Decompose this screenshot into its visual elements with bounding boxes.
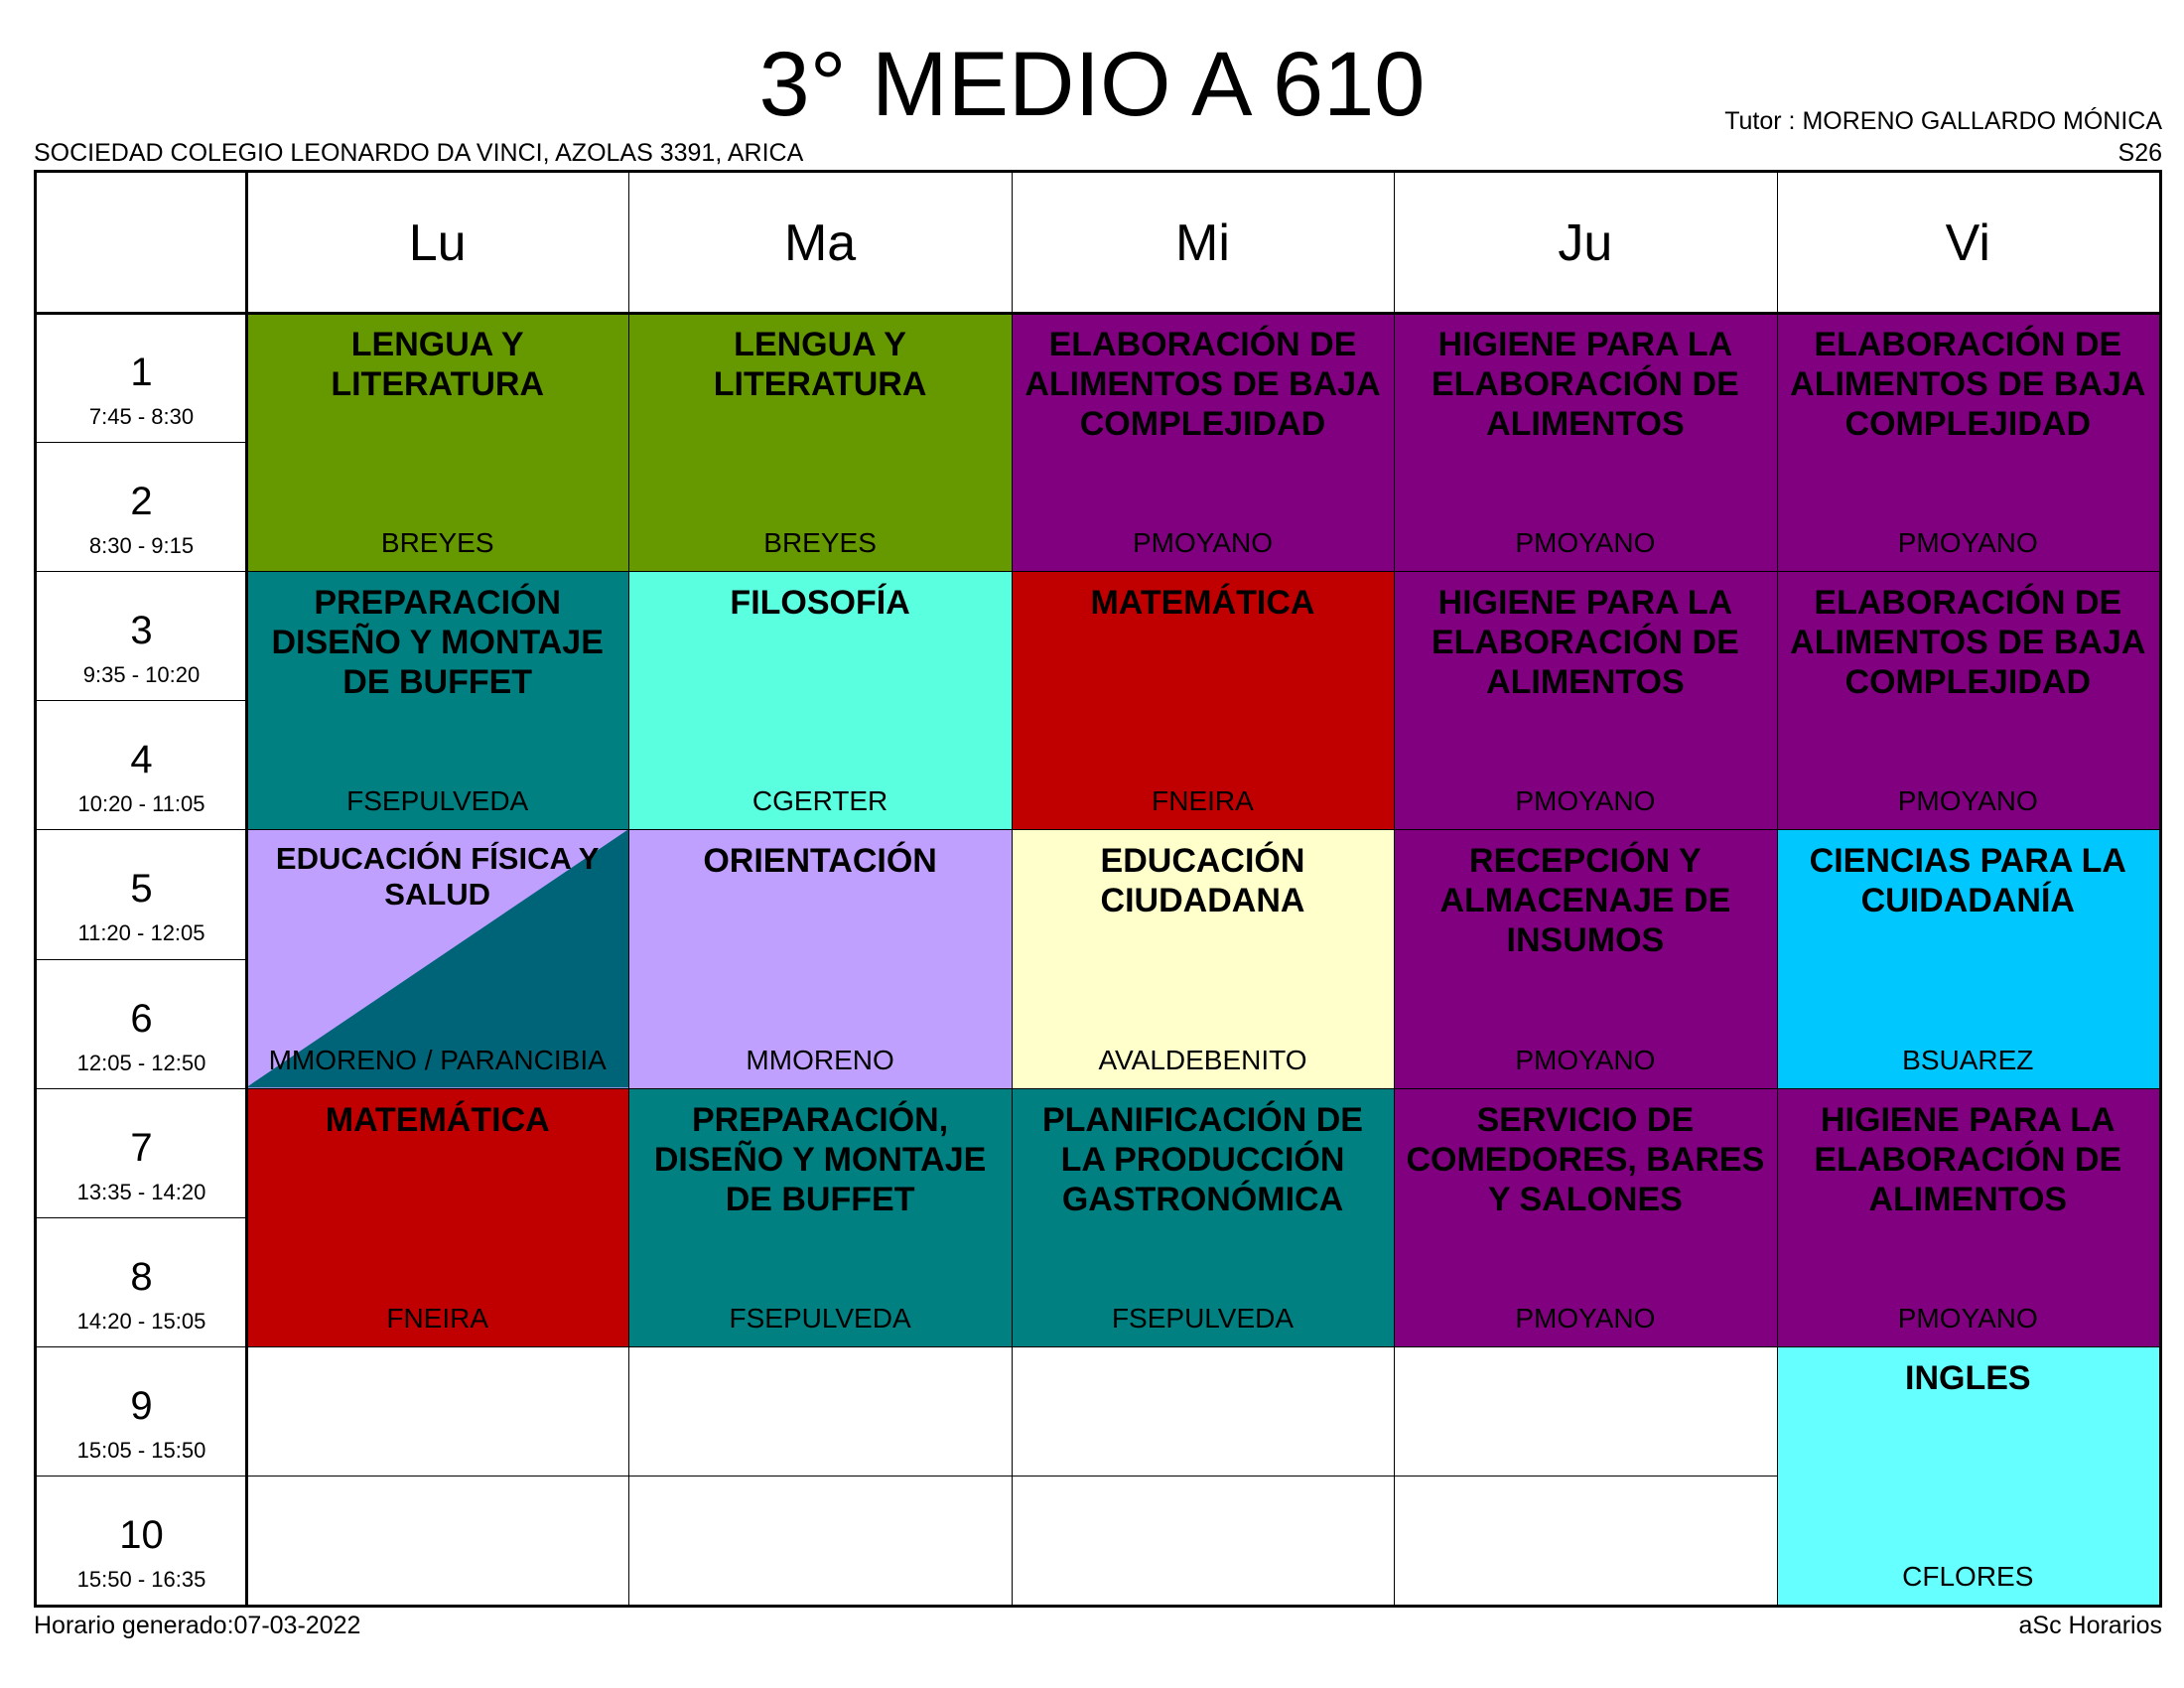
lesson-subject: PREPARACIÓN DISEÑO Y MONTAJE DE BUFFET — [271, 584, 604, 702]
lesson-teacher: AVALDEBENITO — [1098, 1044, 1307, 1075]
lesson-subject: EDUCACIÓN CIUDADANA — [1100, 842, 1305, 920]
day-header: Lu — [408, 213, 467, 272]
period-number: 4 — [130, 738, 153, 782]
grid-line — [246, 571, 2159, 572]
period-time: 12:05 - 12:50 — [76, 1050, 206, 1075]
lesson-cell[interactable] — [1777, 313, 2159, 571]
lesson-teacher: FNEIRA — [1152, 785, 1254, 817]
period-number: 10 — [119, 1512, 164, 1557]
lesson-teacher: BREYES — [763, 527, 877, 559]
lesson-teacher: CFLORES — [1902, 1560, 2034, 1592]
lesson-subject: LENGUA Y LITERATURA — [331, 326, 545, 403]
lesson-cell[interactable] — [1012, 829, 1394, 1087]
grid-line — [246, 1088, 2159, 1089]
grid-line — [37, 1476, 246, 1477]
lesson-cell[interactable] — [1012, 1088, 1394, 1346]
timetable-grid — [34, 170, 2162, 1608]
lesson-cell[interactable] — [628, 313, 1011, 571]
lesson-subject: ELABORACIÓN DE ALIMENTOS DE BAJA COMPLEJIDAD — [1790, 326, 2146, 443]
grid-line — [37, 1346, 246, 1347]
period-time: 7:45 - 8:30 — [88, 404, 195, 429]
lesson-teacher: FSEPULVEDA — [1111, 1302, 1295, 1334]
lesson-teacher: FSEPULVEDA — [346, 785, 529, 817]
grid-line — [246, 1476, 1777, 1477]
day-header: Vi — [1945, 213, 1990, 272]
grid-line — [37, 1217, 246, 1218]
period-number: 2 — [130, 480, 153, 524]
lesson-teacher: PMOYANO — [1897, 1302, 2038, 1334]
period-time: 15:05 - 15:50 — [76, 1437, 206, 1463]
period-number: 6 — [130, 996, 153, 1041]
lesson-cell[interactable] — [1394, 313, 1776, 571]
period-time: 11:20 - 12:05 — [77, 920, 205, 946]
period-cell — [37, 571, 246, 700]
lesson-teacher: PMOYANO — [1897, 527, 2038, 559]
schedule-code: S26 — [2117, 139, 2162, 167]
page-title: 3° MEDIO A 610 — [758, 34, 1426, 135]
lesson-cell[interactable] — [628, 829, 1011, 1087]
lesson-teacher: PMOYANO — [1132, 527, 1274, 559]
lesson-subject: PREPARACIÓN, DISEÑO Y MONTAJE DE BUFFET — [653, 1100, 987, 1218]
grid-line — [246, 829, 2159, 830]
period-cell — [37, 442, 246, 571]
lesson-teacher: PMOYANO — [1515, 1044, 1656, 1075]
period-time: 14:20 - 15:05 — [76, 1308, 206, 1334]
lesson-subject: HIGIENE PARA LA ELABORACIÓN DE ALIMENTOS — [1814, 1100, 2122, 1218]
grid-line — [37, 959, 246, 960]
school-name: SOCIEDAD COLEGIO LEONARDO DA VINCI, AZOLAS 3391, ARICA — [34, 139, 804, 167]
lesson-teacher: FNEIRA — [386, 1302, 489, 1334]
lesson-teacher: PMOYANO — [1515, 527, 1656, 559]
lesson-teacher: PMOYANO — [1515, 1302, 1656, 1334]
lesson-subject: MATEMÁTICA — [325, 1100, 550, 1139]
period-time: 8:30 - 9:15 — [88, 533, 195, 559]
lesson-cell[interactable] — [1012, 571, 1394, 829]
lesson-teacher: BREYES — [380, 527, 494, 559]
period-cell — [37, 1217, 246, 1346]
lesson-subject: RECEPCIÓN Y ALMACENAJE DE INSUMOS — [1439, 842, 1731, 960]
lesson-subject: ORIENTACIÓN — [703, 842, 937, 881]
grid-line — [1394, 173, 1395, 1605]
lesson-subject: MATEMÁTICA — [1090, 584, 1315, 623]
period-number: 8 — [130, 1254, 153, 1299]
lesson-subject: PLANIFICACIÓN DE LA PRODUCCIÓN GASTRONÓMICA — [1041, 1100, 1363, 1218]
grid-line — [37, 829, 246, 830]
tutor-name: Tutor : MORENO GALLARDO MÓNICA — [1724, 107, 2162, 135]
lesson-cell[interactable] — [1777, 571, 2159, 829]
lesson-subject: CIENCIAS PARA LA CUIDADANÍA — [1809, 842, 2126, 920]
grid-line — [246, 1346, 2159, 1347]
lesson-cell[interactable] — [628, 571, 1011, 829]
lesson-subject: LENGUA Y LITERATURA — [713, 326, 927, 403]
lesson-cell[interactable] — [1777, 1346, 2159, 1605]
period-cell — [37, 313, 246, 442]
lesson-subject: ELABORACIÓN DE ALIMENTOS DE BAJA COMPLEJIDAD — [1790, 584, 2146, 702]
period-number: 3 — [130, 609, 153, 653]
period-time: 9:35 - 10:20 — [82, 662, 201, 688]
grid-line — [37, 700, 246, 701]
lesson-teacher: PMOYANO — [1897, 785, 2038, 817]
lesson-subject: HIGIENE PARA LA ELABORACIÓN DE ALIMENTOS — [1431, 584, 1739, 702]
lesson-cell[interactable] — [1394, 1088, 1776, 1346]
grid-line — [37, 571, 246, 572]
lesson-cell[interactable] — [1777, 1088, 2159, 1346]
period-time: 15:50 - 16:35 — [76, 1566, 206, 1592]
grid-line — [37, 1088, 246, 1089]
software-name: aSc Horarios — [2018, 1612, 2162, 1639]
lesson-teacher: PMOYANO — [1515, 785, 1656, 817]
period-time: 13:35 - 14:20 — [76, 1179, 206, 1204]
grid-line — [37, 442, 246, 443]
period-cell — [37, 829, 246, 958]
day-header: Mi — [1175, 213, 1230, 272]
lesson-teacher: CGERTER — [751, 785, 888, 817]
lesson-subject: ELABORACIÓN DE ALIMENTOS DE BAJA COMPLEJIDAD — [1024, 326, 1381, 443]
period-number: 1 — [130, 351, 153, 394]
lesson-teacher: BSUAREZ — [1902, 1044, 2034, 1075]
period-cell — [37, 1088, 246, 1217]
grid-line — [1012, 173, 1013, 1605]
lesson-cell[interactable] — [246, 1088, 628, 1346]
period-number: 5 — [130, 867, 153, 912]
header-separator-horizontal — [37, 312, 2159, 315]
lesson-teacher: MMORENO — [746, 1044, 894, 1075]
lesson-teacher: MMORENO / PARANCIBIA — [268, 1044, 607, 1075]
period-cell — [37, 700, 246, 829]
lesson-subject: HIGIENE PARA LA ELABORACIÓN DE ALIMENTOS — [1431, 326, 1739, 443]
lesson-subject: SERVICIO DE COMEDORES, BARES Y SALONES — [1406, 1100, 1765, 1218]
lesson-subject: FILOSOFÍA — [730, 584, 910, 623]
day-header: Ma — [783, 213, 857, 272]
period-time: 10:20 - 11:05 — [77, 791, 205, 817]
generated-date: Horario generado:07-03-2022 — [34, 1612, 361, 1639]
lesson-cell[interactable] — [1394, 829, 1776, 1087]
header-separator-vertical — [245, 173, 248, 1605]
lesson-subject: INGLES — [1905, 1358, 2031, 1397]
grid-line — [628, 173, 629, 1605]
lesson-teacher: FSEPULVEDA — [729, 1302, 911, 1334]
period-cell — [37, 1346, 246, 1476]
lesson-cell[interactable] — [246, 829, 628, 1087]
grid-line — [1777, 173, 1778, 1605]
lesson-subject: EDUCACIÓN FÍSICA Y SALUD — [275, 841, 600, 913]
lesson-cell[interactable] — [628, 1088, 1011, 1346]
period-number: 9 — [130, 1383, 153, 1428]
lesson-cell[interactable] — [246, 313, 628, 571]
lesson-cell[interactable] — [1777, 829, 2159, 1087]
period-cell — [37, 1476, 246, 1605]
lesson-cell[interactable] — [246, 571, 628, 829]
lesson-cell[interactable] — [1394, 571, 1776, 829]
day-header: Ju — [1558, 213, 1613, 272]
period-number: 7 — [130, 1125, 153, 1170]
lesson-cell[interactable] — [1012, 313, 1394, 571]
period-cell — [37, 959, 246, 1088]
